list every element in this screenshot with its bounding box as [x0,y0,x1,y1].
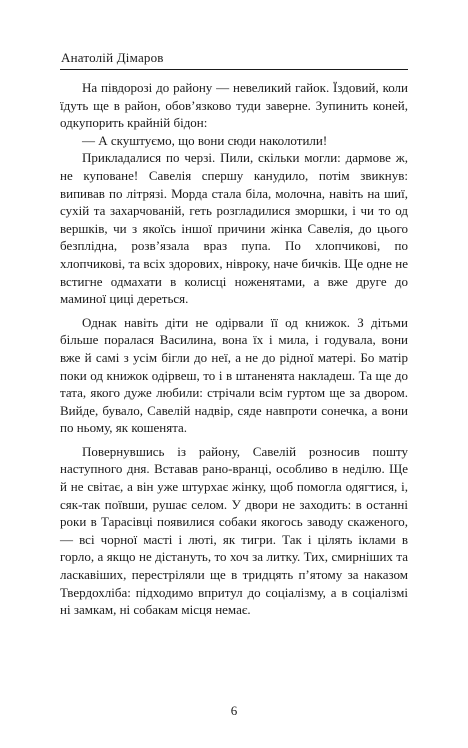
paragraph: Повернувшись із району, Савелій розносив пошту наступного дня. Вставав рано-вранці, особливо в неділю. Ще й не світає, а він уже штурхає жінку, щоб помогла одягтися, і, сяк-так поївши, рушає селом. У двори не заходить: в останні роки в Тарасівці появилися собаки якогось заводу скаженого, — всі чорної масті і люті, як тигри. Так і цілять іклами в горло, а якщо не дістануть, то хоч за литку. Тих, смирніших та ласкавіших, перестріляли ще в тридцять п’ятому за наказом Твердохліба: підходимо впритул до соціалізму, а в соціалізмі ні замкам, ні собакам місця немає. [60,443,408,618]
body-text [60,79,408,619]
running-head-author: Анатолій Дімаров [61,50,164,65]
paragraph: На півдорозі до району — невеликий гайок. Їздовий, коли їдуть ще в район, обов’язково туди заверне. Зупинить коней, одкупорить крайній бідон: [60,80,408,131]
header-rule [60,69,408,70]
paragraph: Прикладалися по черзі. Пили, скільки могли: дармове ж, не куповане! Савелія спершу канудило, потім звикнув: випивав по літрязі. Морда стала біла, молочна, навіть на шиї, сухій та захарчованій, геть розгладилися зморшки, і чи то од вершків, чи з якоїсь іншої причини жінка Савелія, до цього безплідна, розв’язала враз пупа. По хлопчикові, по хлопчикові, та всіх здорових, нівроку, наче бичків. Ще одне не встигне одмахати в колисці ноженятами, а вже друге до маминої циці дереться. [60,150,408,307]
paragraph: Однак навіть діти не одірвали її од книжок. З дітьми більше поралася Василина, вона їх і мила, і годувала, вони вже й самі з усім бігли до неї, а не до рідної матері. Бо матір поки од книжок одірвеш, то і в штаненята накладеш. Та ще до тата, якого дуже любили: стрічали всім гуртом ще за двором. Вийде, бувало, Савелій надвір, сяде навпроти сонечка, а вони по ньому, як кошенята. [60,314,408,436]
paragraph: — А скуштуємо, що вони сюди наколотили! [82,132,328,148]
page-number: 6 [230,703,238,718]
